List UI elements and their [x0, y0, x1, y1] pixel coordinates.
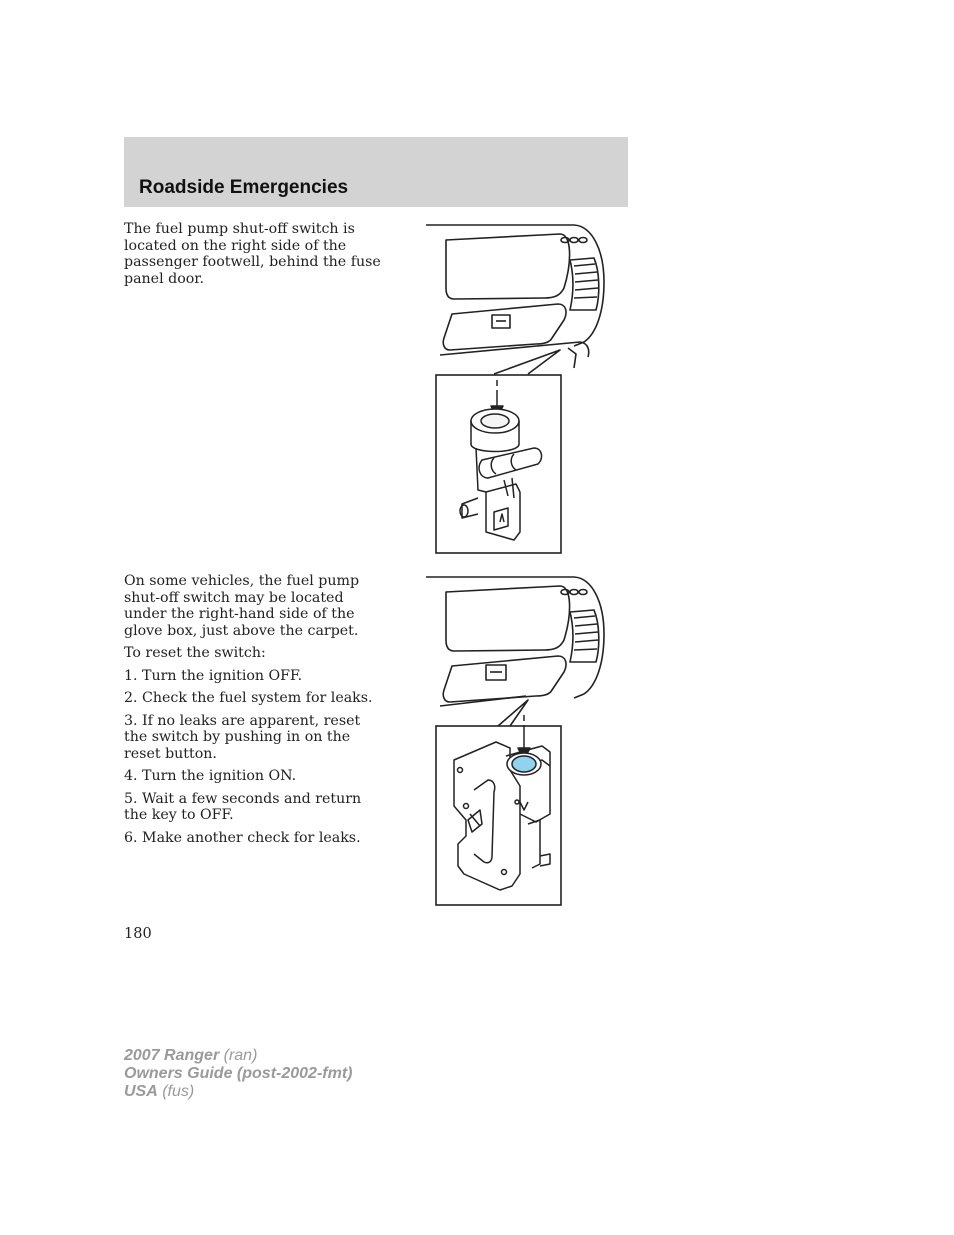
section-header-band	[124, 137, 628, 207]
figure-glovebox-switch	[424, 574, 614, 908]
reset-button-highlight	[512, 756, 536, 772]
section-title: Roadside Emergencies	[139, 177, 349, 198]
document-footer	[124, 1047, 352, 1101]
footer-line-1	[124, 1047, 352, 1065]
list-item: 6. Make another check for leaks.	[124, 829, 361, 846]
footer-market-code: (fus)	[157, 1083, 195, 1100]
list-item: 5. Wait a few seconds and return the key to OFF.	[124, 790, 362, 823]
list-item: 2. Check the fuel system for leaks.	[124, 690, 373, 706]
footer-line-2	[124, 1065, 352, 1083]
footer-model-code: (ran)	[219, 1047, 258, 1064]
page-number: 180	[124, 926, 152, 942]
footer-market: USA	[124, 1083, 158, 1100]
dashboard-illustration	[424, 574, 614, 908]
reset-steps-list	[124, 668, 382, 847]
list-item: 3. If no leaks are apparent, reset the switch by pushing in on the reset button.	[124, 712, 361, 762]
list-item: 4. Turn the ignition ON.	[124, 768, 297, 784]
footer-model: 2007 Ranger	[124, 1047, 220, 1064]
dashboard-illustration	[424, 222, 614, 556]
footer-line-3	[124, 1083, 352, 1101]
section1-text	[124, 221, 382, 293]
list-item: 1. Turn the ignition OFF.	[124, 667, 303, 684]
reset-intro: To reset the switch:	[124, 645, 266, 661]
footer-guide: Owners Guide (post-2002-fmt)	[124, 1065, 353, 1082]
section1-paragraph: The fuel pump shut-off switch is located on the right side of the passenger footwell, behind the fuse panel door.	[124, 221, 381, 287]
figure-footwell-switch	[424, 222, 614, 556]
section2-text	[124, 573, 382, 852]
section2-paragraph: On some vehicles, the fuel pump shut-off switch may be located under the right-hand side of the glove box, just above the carpet.	[124, 573, 360, 639]
